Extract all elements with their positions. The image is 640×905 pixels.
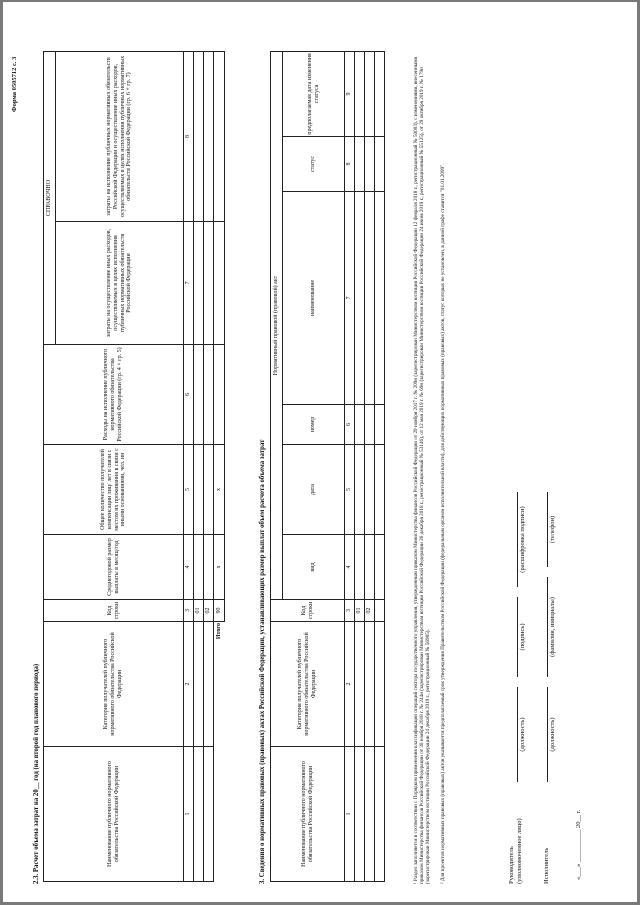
header-nomer: номер [283,405,345,445]
header-data: дата [283,445,345,535]
input-cell[interactable] [365,622,375,747]
table-row [204,52,214,882]
input-cell[interactable] [355,192,365,405]
input-cell[interactable] [365,51,375,136]
label-rasshifrovka: (расшифровка подписи) [519,506,526,573]
col-num: 6 [184,345,194,445]
input-cell[interactable] [365,535,375,600]
input-cell[interactable] [214,222,225,345]
col-num: 5 [345,445,355,535]
col-num: 3 [345,600,355,622]
input-cell[interactable] [375,622,385,747]
table-row [365,51,375,881]
row-code: 02 [204,600,214,622]
input-cell[interactable] [375,137,385,192]
footnote-1: ¹ Раздел заполняется в соответствии с Порядком применения классификации операций сектора государственного управления, утвержденным приказом Министерства финансов Российской Федерации от 29 ноября 2017 г. № 209н (зарегистрирован Министерством юстиции Российской Федерации 12 февраля 2018 г., регистрационный № 50003), с изменениями, внесенными приказом Министерства финансов Российской Федерации от 30 ноября 2018 г. № 244н (зарегистрирован Министерством юстиции Российской Федерации 26 декабря 2018 г., регистрационный № 53146), от 12 мая 2019 г. № 69н (зарегистрирован Министерством юстиции Российской Федерации 24 июня 2019 г., регистрационный № 55125), от 29 октября 2019 г. № 179н (зарегистрирован Министерством юстиции Российской Федерации 24 декабря 2019 г., регистрационный № 56985). [413,56,432,884]
rukovoditel-label: Руководитель [508,846,515,884]
sign-line[interactable] [547,687,548,782]
header-vid: вид [283,535,345,600]
header-expenses: Расходы на исполнение публичного нормативного обязательства Российской Федерации (гр. 4 × гр. 5) [44,345,184,445]
col-num: 7 [184,222,194,345]
table-row [194,52,204,882]
header-name: Наименование публичного нормативного обязательства Российской Федерации [271,747,345,882]
label-fio: (фамилия, инициалы) [549,597,556,657]
footnote-2: ² Для проектов нормативных правовых (правовых) актов указывается предполагаемый срок утверждения Правительством Российской Федерации (федеральным органом исполнительной власти), для действующих нормативных правовых (правовых) актов, статус которых не установлен, в данной графе ставится "01.01.2099". [440,163,446,884]
input-cell[interactable] [194,345,204,445]
total-label: Итого [215,623,222,640]
header-category: Категория получателей публичного нормативного обязательства Российской Федерации [44,622,184,747]
input-cell[interactable] [355,445,365,535]
sign-line[interactable] [517,597,518,677]
col-num: 4 [345,535,355,600]
input-cell[interactable] [375,600,385,622]
col-num: 8 [184,52,194,222]
input-cell[interactable] [375,51,385,136]
input-cell[interactable] [204,345,214,445]
label-telefon: (телефон) [549,515,556,544]
form-code: Форма 0505712 с. 3 [11,56,18,112]
input-cell[interactable] [375,445,385,535]
header-pred: предполагаемая дата изменения статуса [283,51,345,136]
input-cell[interactable] [355,51,365,136]
input-cell[interactable] [365,445,375,535]
sign-line[interactable] [517,687,518,782]
col-num: 7 [345,192,355,405]
header-category: Категория получателей публичного нормативного обязательства Российской Федерации [271,622,345,747]
input-cell[interactable] [355,622,365,747]
document-page [3,2,637,902]
col-num: 8 [345,137,355,192]
header-total-costs: затраты на исполнение публичных нормативных обязательств Российской Федерации и осуществление иных расходов, осуществляемых в целях исполнения публичных нормативных обязательств Российской Федерации (гр. 6 + гр. 7) [56,52,184,222]
row-code: 01 [194,600,204,622]
col-num: 5 [184,445,194,535]
input-cell[interactable] [375,535,385,600]
col-num: 2 [184,622,194,747]
sign-line[interactable] [547,492,548,567]
table-row [375,51,385,881]
input-cell[interactable] [365,192,375,405]
header-other-costs: затраты на осуществление иных расходов, осуществляемых в целях исполнения публичных нормативных обязательств Российской Федерации [56,222,184,345]
header-status: статус [283,137,345,192]
col-num: 1 [184,747,194,882]
col-num: 1 [345,747,355,882]
input-cell[interactable] [355,405,365,445]
section-3-title: 3. Сведения о нормативных правовых (правовых) актах Российской Федерации, устанавливающих размер выплат объем расчета объема затрат [259,439,266,884]
col-num: 6 [345,405,355,445]
rotated-form [3,2,637,902]
label-dolzhnost-2: (должность) [549,717,556,752]
sign-line[interactable] [547,577,548,677]
input-cell[interactable] [204,52,214,222]
input-cell[interactable] [375,747,385,882]
input-cell[interactable] [365,405,375,445]
col-num: 3 [184,600,194,622]
input-cell[interactable] [214,345,225,445]
header-spravochno: СПРАВОЧНО [44,52,56,345]
input-cell[interactable] [355,535,365,600]
col-num: 4 [184,535,194,600]
section-23-title: 2.3. Расчет объема затрат на 20__ год (на второй год планового периода) [33,663,40,884]
header-naim: наименование [283,192,345,405]
input-cell[interactable] [375,405,385,445]
header-recipients: Общее количество получателей компенсации лиц/ лет в связи с местом их проживания в связи с иными основаниями, чел. ин [44,445,184,535]
col-num: 9 [345,51,355,136]
input-cell[interactable] [194,52,204,222]
ispolnitel-label: Исполнитель [543,847,550,884]
col-num: 2 [345,622,355,747]
header-legal-act: Нормативный правовой (правовой) акт [271,51,283,599]
input-cell[interactable] [194,222,204,345]
label-dolzhnost: (должность) [519,717,526,752]
header-name: Наименование публичного нормативного обязательства Российской Федерации [44,747,184,882]
input-cell[interactable] [214,52,225,222]
rukovoditel-sub: (уполномоченное лицо) [516,818,523,884]
input-cell[interactable] [365,137,375,192]
input-cell[interactable] [204,445,214,535]
header-avg-amount: Среднегодовой размер выплаты в месяц/год [44,535,184,600]
total-code: 90 [214,600,225,622]
row-code: 02 [365,600,375,622]
input-cell[interactable] [365,747,375,882]
sign-line[interactable] [517,492,518,587]
date-line[interactable]: «___» __________ 20__ г. [575,809,582,880]
table-row [355,51,365,881]
section-23-table [43,51,225,882]
label-podpis: (подпись) [519,623,526,651]
input-cell[interactable] [194,535,204,600]
input-cell[interactable] [204,535,214,600]
total-row [214,52,225,882]
total-x5: x [214,445,225,535]
header-code: Код строки [271,600,345,622]
input-cell[interactable] [355,747,365,882]
row-code: 01 [355,600,365,622]
header-code: Код строки [44,600,184,622]
total-x4: x [214,535,225,600]
input-cell[interactable] [204,222,214,345]
input-cell[interactable] [194,445,204,535]
input-cell[interactable] [355,137,365,192]
section-3-table [270,51,385,882]
input-cell[interactable] [375,192,385,405]
